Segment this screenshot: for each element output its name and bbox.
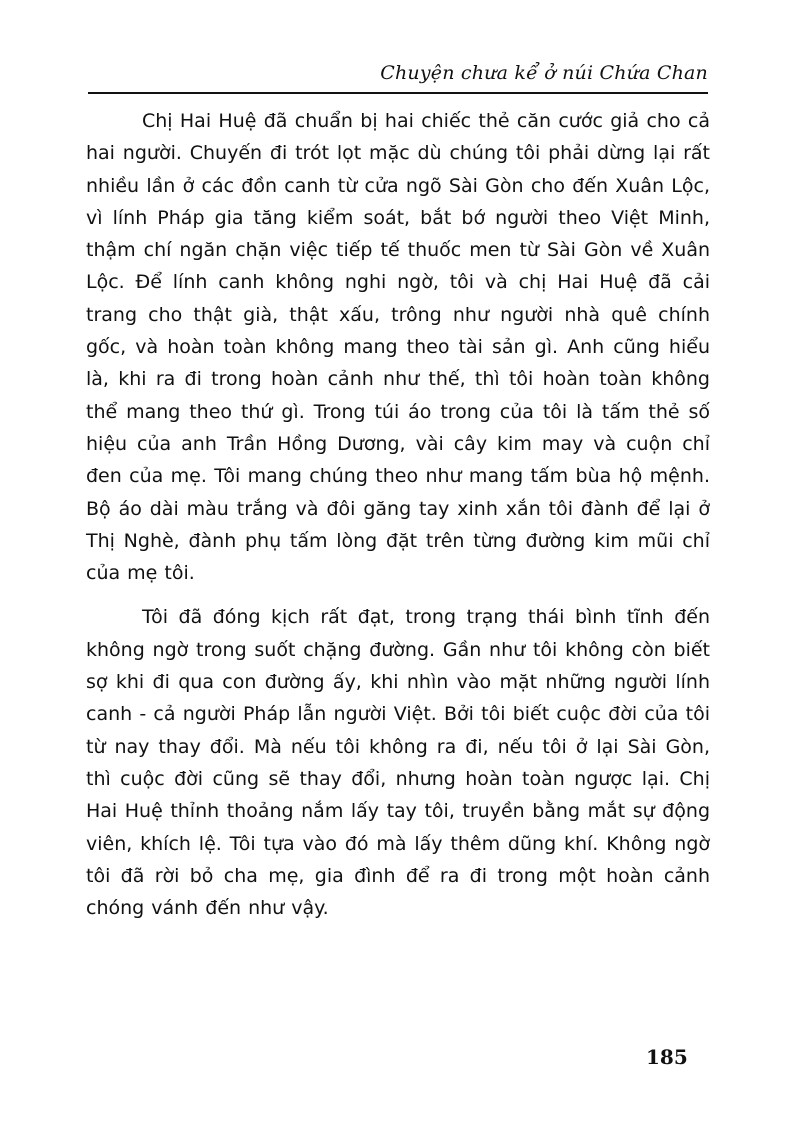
page-number: 185 <box>646 1045 688 1069</box>
running-header <box>88 58 708 94</box>
running-title: Chuyện chưa kể ở núi Chứa Chan <box>380 62 708 84</box>
body-text <box>86 105 710 924</box>
paragraph-2: Tôi đã đóng kịch rất đạt, trong trạng thái bình tĩnh đến không ngờ trong suốt chặng đường. Gần như tôi không còn biết sợ khi đi qua con đường ấy, khi nhìn vào mặt những người lính canh - cả người Pháp lẫn người Việt. Bởi tôi biết cuộc đời của tôi từ nay thay đổi. Mà nếu tôi không ra đi, nếu tôi ở lại Sài Gòn, thì cuộc đời cũng sẽ thay đổi, nhưng hoàn toàn ngược lại. Chị Hai Huệ thỉnh thoảng nắm lấy tay tôi, truyền bằng mắt sự động viên, khích lệ. Tôi tựa vào đó mà lấy thêm dũng khí. Không ngờ tôi đã rời bỏ cha mẹ, gia đình để ra đi trong một hoàn cảnh chóng vánh đến như vậy. <box>86 606 710 920</box>
paragraph-1: Chị Hai Huệ đã chuẩn bị hai chiếc thẻ căn cước giả cho cả hai người. Chuyến đi trót lọt mặc dù chúng tôi phải dừng lại rất nhiều lần ở các đồn canh từ cửa ngõ Sài Gòn cho đến Xuân Lộc, vì lính Pháp gia tăng kiểm soát, bắt bớ người theo Việt Minh, thậm chí ngăn chặn việc tiếp tế thuốc men từ Sài Gòn về Xuân Lộc. Để lính canh không nghi ngờ, tôi và chị Hai Huệ đã cải trang cho thật già, thật xấu, trông như người nhà quê chính gốc, và hoàn toàn không mang theo tài sản gì. Anh cũng hiểu là, khi ra đi trong hoàn cảnh như thế, thì tôi hoàn toàn không thể mang theo thứ gì. Trong túi áo trong của tôi là tấm thẻ số hiệu của anh Trần Hồng Dương, vài cây kim may và cuộn chỉ đen của mẹ. Tôi mang chúng theo như mang tấm bùa hộ mệnh. Bộ áo dài màu trắng và đôi găng tay xinh xắn tôi đành để lại ở Thị Nghè, đành phụ tấm lòng đặt trên từng đường kim mũi chỉ của mẹ tôi. <box>86 110 710 585</box>
